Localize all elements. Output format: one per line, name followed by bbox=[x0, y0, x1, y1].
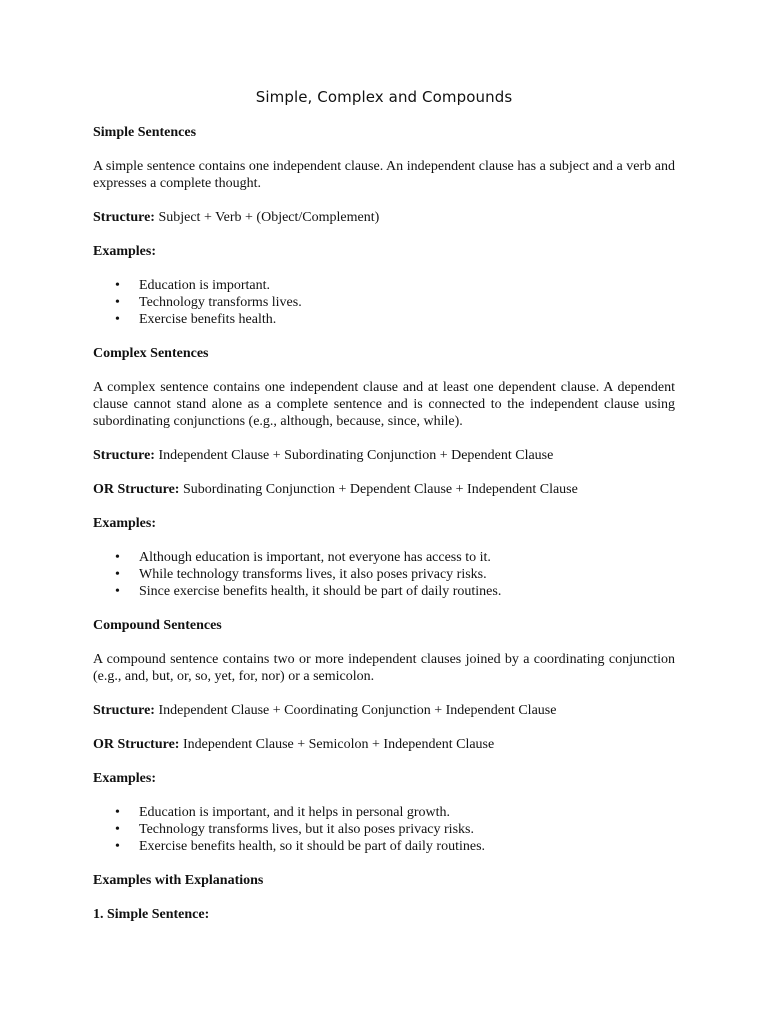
bullet-icon: • bbox=[115, 295, 120, 310]
list-item: • While technology transforms lives, it also poses privacy risks. bbox=[115, 567, 487, 582]
bullet-icon: • bbox=[115, 805, 120, 820]
bullet-icon: • bbox=[115, 312, 120, 327]
document-page bbox=[93, 88, 675, 940]
complex-examples-list bbox=[93, 549, 675, 600]
or-structure-label: OR Structure: bbox=[93, 737, 180, 752]
section-heading-complex: Complex Sentences bbox=[93, 346, 209, 361]
section-heading-explanations: Examples with Explanations bbox=[93, 873, 264, 888]
structure-label: Structure: bbox=[93, 210, 155, 225]
compound-structure-line bbox=[93, 702, 675, 719]
complex-intro-paragraph: A complex sentence contains one independent clause and at least one dependent clause. A dependent clause cannot stand alone as a complete sentence and is connected to the independent clause using subordinating conjunctions (e.g., although, because, since, while). bbox=[93, 380, 675, 429]
list-item: • Although education is important, not everyone has access to it. bbox=[115, 550, 491, 565]
document-title: Simple, Complex and Compounds bbox=[255, 88, 513, 106]
list-item: • Exercise benefits health. bbox=[115, 312, 277, 327]
subheading-simple-sentence: 1. Simple Sentence: bbox=[93, 907, 210, 922]
complex-examples-label: Examples: bbox=[93, 516, 156, 531]
bullet-icon: • bbox=[115, 567, 120, 582]
structure-text: Independent Clause + Subordinating Conjunction + Dependent Clause bbox=[154, 448, 554, 463]
bullet-icon: • bbox=[115, 550, 120, 565]
bullet-icon: • bbox=[115, 584, 120, 599]
or-structure-text: Independent Clause + Semicolon + Independent Clause bbox=[179, 737, 495, 752]
structure-text: Subject + Verb + (Object/Complement) bbox=[154, 210, 380, 225]
complex-structure-line bbox=[93, 447, 675, 464]
simple-structure-line bbox=[93, 209, 675, 226]
compound-intro-paragraph: A compound sentence contains two or more independent clauses joined by a coordinating conjunction (e.g., and, but, or, so, yet, for, nor) or a semicolon. bbox=[93, 652, 675, 684]
or-structure-text: Subordinating Conjunction + Dependent Clause + Independent Clause bbox=[179, 482, 578, 497]
list-item: • Education is important, and it helps in personal growth. bbox=[115, 805, 451, 820]
complex-or-structure-line bbox=[93, 481, 675, 498]
section-heading-simple: Simple Sentences bbox=[93, 125, 197, 140]
structure-label: Structure: bbox=[93, 703, 155, 718]
list-item: • Technology transforms lives. bbox=[115, 295, 302, 310]
list-item: • Since exercise benefits health, it should be part of daily routines. bbox=[115, 584, 502, 599]
section-heading-compound: Compound Sentences bbox=[93, 618, 222, 633]
bullet-icon: • bbox=[115, 839, 120, 854]
simple-examples-list bbox=[93, 277, 675, 328]
list-item: • Technology transforms lives, but it also poses privacy risks. bbox=[115, 822, 474, 837]
compound-examples-label: Examples: bbox=[93, 771, 156, 786]
list-item: • Exercise benefits health, so it should be part of daily routines. bbox=[115, 839, 486, 854]
structure-text: Independent Clause + Coordinating Conjunction + Independent Clause bbox=[154, 703, 557, 718]
list-item: • Education is important. bbox=[115, 278, 271, 293]
simple-intro-paragraph: A simple sentence contains one independent clause. An independent clause has a subject and a verb and expresses a complete thought. bbox=[93, 159, 675, 191]
structure-label: Structure: bbox=[93, 448, 155, 463]
compound-examples-list bbox=[93, 804, 675, 855]
simple-examples-label: Examples: bbox=[93, 244, 156, 259]
bullet-icon: • bbox=[115, 278, 120, 293]
compound-or-structure-line bbox=[93, 736, 675, 753]
bullet-icon: • bbox=[115, 822, 120, 837]
or-structure-label: OR Structure: bbox=[93, 482, 180, 497]
